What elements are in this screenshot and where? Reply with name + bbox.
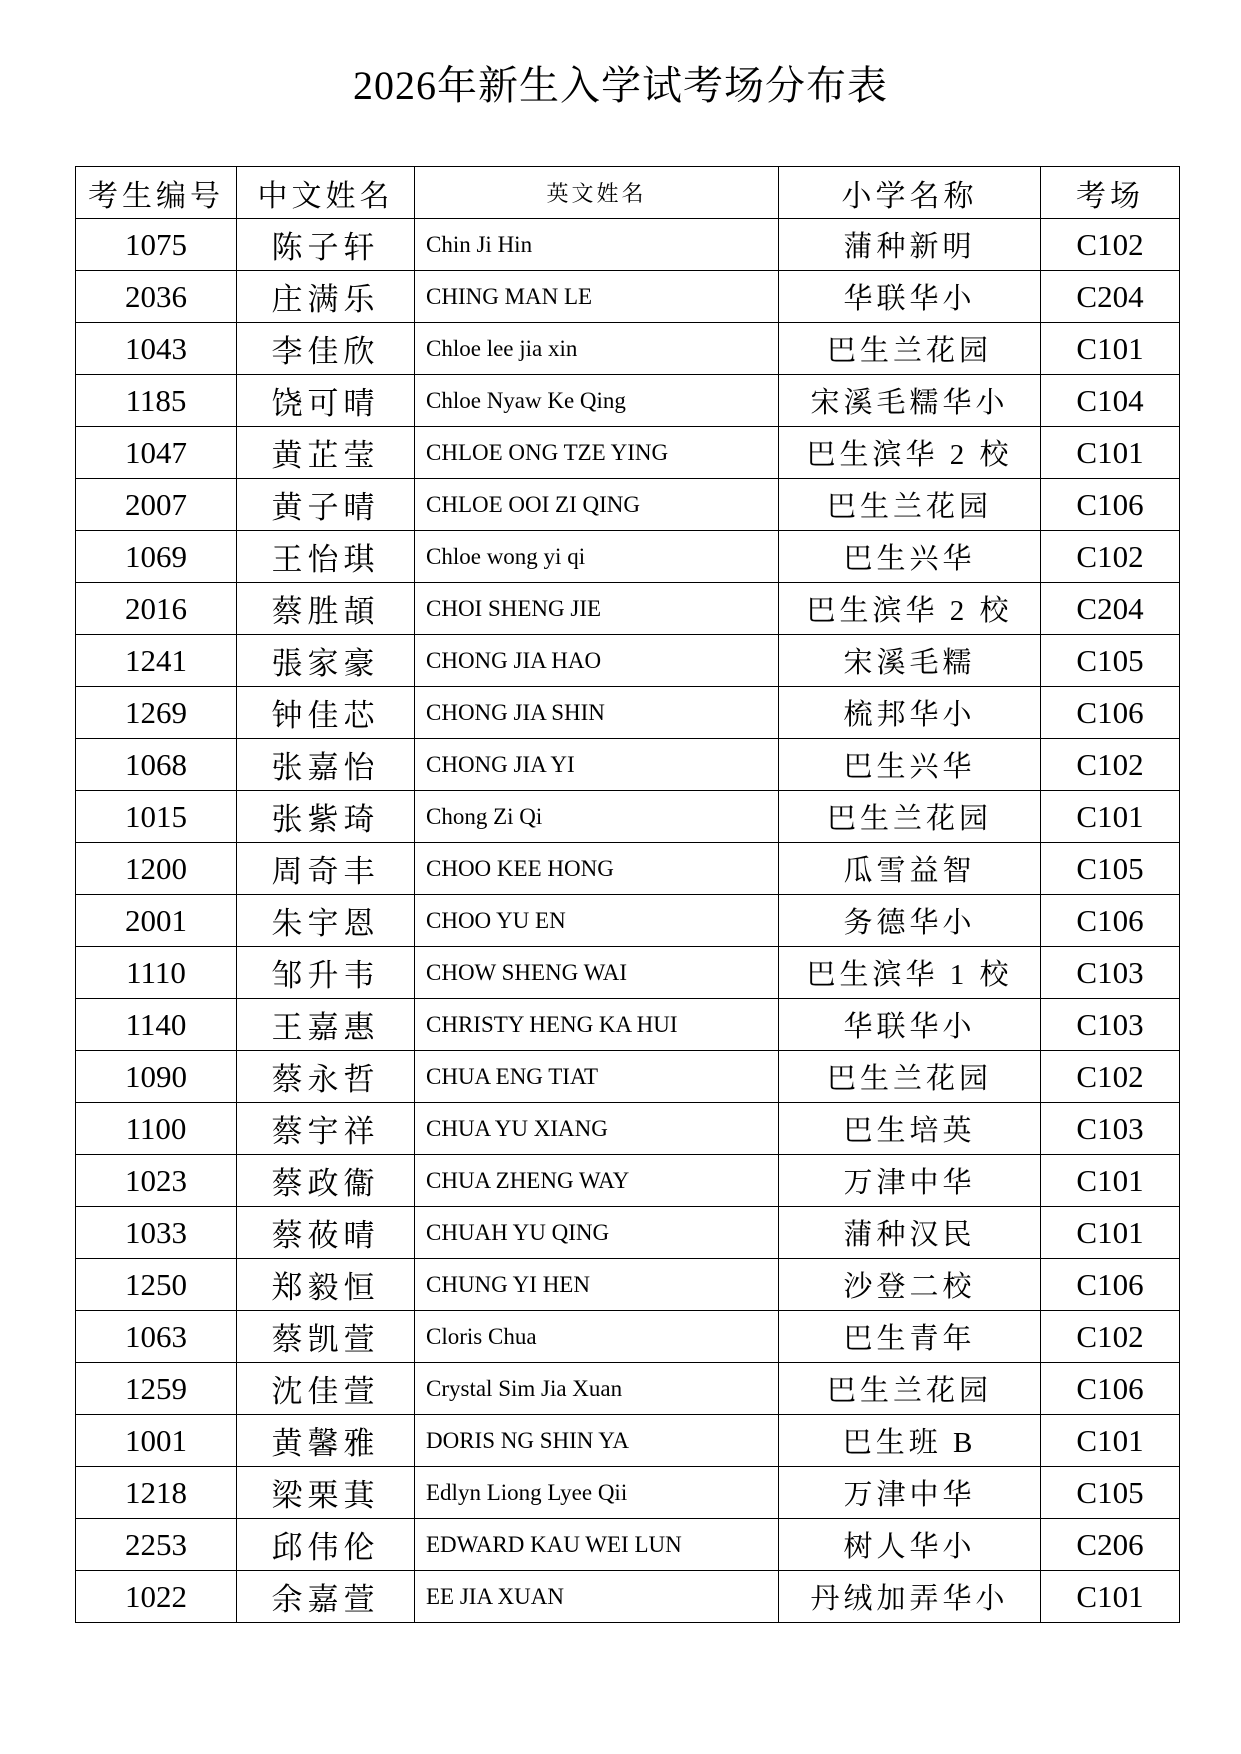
table-row xyxy=(76,635,1180,687)
header-chinese-name: 中文姓名 xyxy=(237,167,415,219)
table-row xyxy=(76,427,1180,479)
exam-room-cell: C102 xyxy=(1041,219,1180,271)
header-exam-room: 考场 xyxy=(1041,167,1180,219)
table-row xyxy=(76,271,1180,323)
candidate-id-cell: 1043 xyxy=(76,323,237,375)
english-name-cell: CHOO YU EN xyxy=(415,895,779,947)
primary-school-cell: 巴生兴华 xyxy=(779,739,1041,791)
english-name-cell: EDWARD KAU WEI LUN xyxy=(415,1519,779,1571)
exam-room-cell: C101 xyxy=(1041,1155,1180,1207)
primary-school-cell: 巴生兰花园 xyxy=(779,1051,1041,1103)
exam-room-cell: C204 xyxy=(1041,583,1180,635)
table-row xyxy=(76,1363,1180,1415)
english-name-cell: CHONG JIA SHIN xyxy=(415,687,779,739)
table-row xyxy=(76,1519,1180,1571)
table-row xyxy=(76,1571,1180,1623)
english-name-cell: CHUA ENG TIAT xyxy=(415,1051,779,1103)
candidate-id-cell: 1001 xyxy=(76,1415,237,1467)
candidate-id-cell: 1068 xyxy=(76,739,237,791)
english-name-cell: CHONG JIA HAO xyxy=(415,635,779,687)
english-name-cell: CHOO KEE HONG xyxy=(415,843,779,895)
chinese-name-cell: 张嘉怡 xyxy=(237,739,415,791)
exam-room-cell: C105 xyxy=(1041,843,1180,895)
candidate-id-cell: 1269 xyxy=(76,687,237,739)
candidate-id-cell: 2253 xyxy=(76,1519,237,1571)
chinese-name-cell: 蔡凯萱 xyxy=(237,1311,415,1363)
chinese-name-cell: 蔡胜頡 xyxy=(237,583,415,635)
primary-school-cell: 巴生滨华 1 校 xyxy=(779,947,1041,999)
english-name-cell: CHUA ZHENG WAY xyxy=(415,1155,779,1207)
table-row xyxy=(76,1103,1180,1155)
table-row xyxy=(76,1415,1180,1467)
header-candidate-id: 考生编号 xyxy=(76,167,237,219)
english-name-cell: Cloris Chua xyxy=(415,1311,779,1363)
chinese-name-cell: 周奇丰 xyxy=(237,843,415,895)
english-name-cell: CHOW SHENG WAI xyxy=(415,947,779,999)
primary-school-cell: 巴生青年 xyxy=(779,1311,1041,1363)
table-row xyxy=(76,843,1180,895)
english-name-cell: Chin Ji Hin xyxy=(415,219,779,271)
chinese-name-cell: 余嘉萱 xyxy=(237,1571,415,1623)
chinese-name-cell: 王怡琪 xyxy=(237,531,415,583)
table-row xyxy=(76,687,1180,739)
table-row xyxy=(76,1155,1180,1207)
candidate-id-cell: 1259 xyxy=(76,1363,237,1415)
table-header xyxy=(76,167,1180,219)
exam-room-cell: C105 xyxy=(1041,635,1180,687)
exam-room-cell: C102 xyxy=(1041,1311,1180,1363)
exam-room-cell: C106 xyxy=(1041,479,1180,531)
exam-room-cell: C206 xyxy=(1041,1519,1180,1571)
candidate-id-cell: 1063 xyxy=(76,1311,237,1363)
primary-school-cell: 务德华小 xyxy=(779,895,1041,947)
candidate-id-cell: 1250 xyxy=(76,1259,237,1311)
candidate-id-cell: 2001 xyxy=(76,895,237,947)
english-name-cell: EE JIA XUAN xyxy=(415,1571,779,1623)
exam-room-cell: C103 xyxy=(1041,999,1180,1051)
english-name-cell: CHUNG YI HEN xyxy=(415,1259,779,1311)
primary-school-cell: 巴生兰花园 xyxy=(779,1363,1041,1415)
table-row xyxy=(76,479,1180,531)
table-row xyxy=(76,1259,1180,1311)
exam-room-cell: C102 xyxy=(1041,739,1180,791)
candidate-id-cell: 1047 xyxy=(76,427,237,479)
chinese-name-cell: 朱宇恩 xyxy=(237,895,415,947)
chinese-name-cell: 蔡莜晴 xyxy=(237,1207,415,1259)
chinese-name-cell: 钟佳芯 xyxy=(237,687,415,739)
header-primary-school: 小学名称 xyxy=(779,167,1041,219)
table-header-row xyxy=(76,167,1180,219)
chinese-name-cell: 饶可晴 xyxy=(237,375,415,427)
table-row xyxy=(76,791,1180,843)
table-row xyxy=(76,1311,1180,1363)
exam-room-cell: C102 xyxy=(1041,531,1180,583)
table-row xyxy=(76,999,1180,1051)
english-name-cell: CHOI SHENG JIE xyxy=(415,583,779,635)
chinese-name-cell: 張家豪 xyxy=(237,635,415,687)
chinese-name-cell: 沈佳萱 xyxy=(237,1363,415,1415)
candidate-id-cell: 1200 xyxy=(76,843,237,895)
primary-school-cell: 丹绒加弄华小 xyxy=(779,1571,1041,1623)
english-name-cell: DORIS NG SHIN YA xyxy=(415,1415,779,1467)
exam-room-cell: C102 xyxy=(1041,1051,1180,1103)
candidate-id-cell: 1218 xyxy=(76,1467,237,1519)
primary-school-cell: 巴生兰花园 xyxy=(779,479,1041,531)
primary-school-cell: 巴生培英 xyxy=(779,1103,1041,1155)
english-name-cell: CHLOE OOI ZI QING xyxy=(415,479,779,531)
english-name-cell: CHONG JIA YI xyxy=(415,739,779,791)
primary-school-cell: 巴生滨华 2 校 xyxy=(779,427,1041,479)
candidate-id-cell: 1110 xyxy=(76,947,237,999)
candidate-id-cell: 1033 xyxy=(76,1207,237,1259)
english-name-cell: CHING MAN LE xyxy=(415,271,779,323)
chinese-name-cell: 邹升韦 xyxy=(237,947,415,999)
chinese-name-cell: 梁栗萁 xyxy=(237,1467,415,1519)
exam-room-cell: C103 xyxy=(1041,947,1180,999)
primary-school-cell: 蒲种新明 xyxy=(779,219,1041,271)
table-row xyxy=(76,219,1180,271)
exam-room-cell: C101 xyxy=(1041,1415,1180,1467)
chinese-name-cell: 蔡宇祥 xyxy=(237,1103,415,1155)
candidate-id-cell: 1075 xyxy=(76,219,237,271)
candidate-id-cell: 1100 xyxy=(76,1103,237,1155)
primary-school-cell: 宋溪毛糯 xyxy=(779,635,1041,687)
table-row xyxy=(76,375,1180,427)
table-row xyxy=(76,1207,1180,1259)
primary-school-cell: 巴生兰花园 xyxy=(779,791,1041,843)
english-name-cell: Crystal Sim Jia Xuan xyxy=(415,1363,779,1415)
table-body xyxy=(76,219,1180,1623)
chinese-name-cell: 蔡政衞 xyxy=(237,1155,415,1207)
chinese-name-cell: 庄满乐 xyxy=(237,271,415,323)
chinese-name-cell: 黄馨雅 xyxy=(237,1415,415,1467)
exam-room-table xyxy=(75,166,1180,1623)
candidate-id-cell: 1022 xyxy=(76,1571,237,1623)
candidate-id-cell: 1185 xyxy=(76,375,237,427)
table-row xyxy=(76,531,1180,583)
primary-school-cell: 蒲种汉民 xyxy=(779,1207,1041,1259)
candidate-id-cell: 1241 xyxy=(76,635,237,687)
chinese-name-cell: 李佳欣 xyxy=(237,323,415,375)
english-name-cell: Edlyn Liong Lyee Qii xyxy=(415,1467,779,1519)
english-name-cell: CHRISTY HENG KA HUI xyxy=(415,999,779,1051)
table-row xyxy=(76,739,1180,791)
primary-school-cell: 华联华小 xyxy=(779,999,1041,1051)
exam-room-cell: C101 xyxy=(1041,1207,1180,1259)
exam-room-cell: C106 xyxy=(1041,1363,1180,1415)
english-name-cell: CHLOE ONG TZE YING xyxy=(415,427,779,479)
candidate-id-cell: 2016 xyxy=(76,583,237,635)
english-name-cell: CHUA YU XIANG xyxy=(415,1103,779,1155)
english-name-cell: Chloe lee jia xin xyxy=(415,323,779,375)
primary-school-cell: 瓜雪益智 xyxy=(779,843,1041,895)
candidate-id-cell: 2007 xyxy=(76,479,237,531)
primary-school-cell: 梳邦华小 xyxy=(779,687,1041,739)
primary-school-cell: 巴生兰花园 xyxy=(779,323,1041,375)
primary-school-cell: 树人华小 xyxy=(779,1519,1041,1571)
table-row xyxy=(76,1467,1180,1519)
table-row xyxy=(76,947,1180,999)
primary-school-cell: 万津中华 xyxy=(779,1467,1041,1519)
chinese-name-cell: 陈子轩 xyxy=(237,219,415,271)
chinese-name-cell: 邱伟伦 xyxy=(237,1519,415,1571)
table-row xyxy=(76,323,1180,375)
english-name-cell: Chloe Nyaw Ke Qing xyxy=(415,375,779,427)
primary-school-cell: 沙登二校 xyxy=(779,1259,1041,1311)
exam-room-cell: C101 xyxy=(1041,791,1180,843)
candidate-id-cell: 1140 xyxy=(76,999,237,1051)
exam-room-cell: C103 xyxy=(1041,1103,1180,1155)
table-row xyxy=(76,1051,1180,1103)
primary-school-cell: 宋溪毛糯华小 xyxy=(779,375,1041,427)
header-english-name: 英文姓名 xyxy=(415,167,779,219)
exam-room-cell: C101 xyxy=(1041,1571,1180,1623)
table-row xyxy=(76,895,1180,947)
english-name-cell: Chloe wong yi qi xyxy=(415,531,779,583)
primary-school-cell: 巴生兴华 xyxy=(779,531,1041,583)
chinese-name-cell: 王嘉惠 xyxy=(237,999,415,1051)
chinese-name-cell: 蔡永哲 xyxy=(237,1051,415,1103)
exam-room-cell: C105 xyxy=(1041,1467,1180,1519)
primary-school-cell: 万津中华 xyxy=(779,1155,1041,1207)
table-row xyxy=(76,583,1180,635)
candidate-id-cell: 1069 xyxy=(76,531,237,583)
candidate-id-cell: 1015 xyxy=(76,791,237,843)
primary-school-cell: 华联华小 xyxy=(779,271,1041,323)
exam-room-cell: C106 xyxy=(1041,895,1180,947)
primary-school-cell: 巴生班 B xyxy=(779,1415,1041,1467)
chinese-name-cell: 黄子晴 xyxy=(237,479,415,531)
exam-room-cell: C106 xyxy=(1041,1259,1180,1311)
exam-room-cell: C101 xyxy=(1041,427,1180,479)
candidate-id-cell: 1023 xyxy=(76,1155,237,1207)
english-name-cell: Chong Zi Qi xyxy=(415,791,779,843)
chinese-name-cell: 黄芷莹 xyxy=(237,427,415,479)
exam-room-cell: C104 xyxy=(1041,375,1180,427)
chinese-name-cell: 张紫琦 xyxy=(237,791,415,843)
candidate-id-cell: 2036 xyxy=(76,271,237,323)
english-name-cell: CHUAH YU QING xyxy=(415,1207,779,1259)
chinese-name-cell: 郑毅恒 xyxy=(237,1259,415,1311)
exam-room-cell: C101 xyxy=(1041,323,1180,375)
exam-room-cell: C106 xyxy=(1041,687,1180,739)
candidate-id-cell: 1090 xyxy=(76,1051,237,1103)
primary-school-cell: 巴生滨华 2 校 xyxy=(779,583,1041,635)
exam-room-cell: C204 xyxy=(1041,271,1180,323)
document-title: 2026年新生入学试考场分布表 xyxy=(353,63,888,108)
